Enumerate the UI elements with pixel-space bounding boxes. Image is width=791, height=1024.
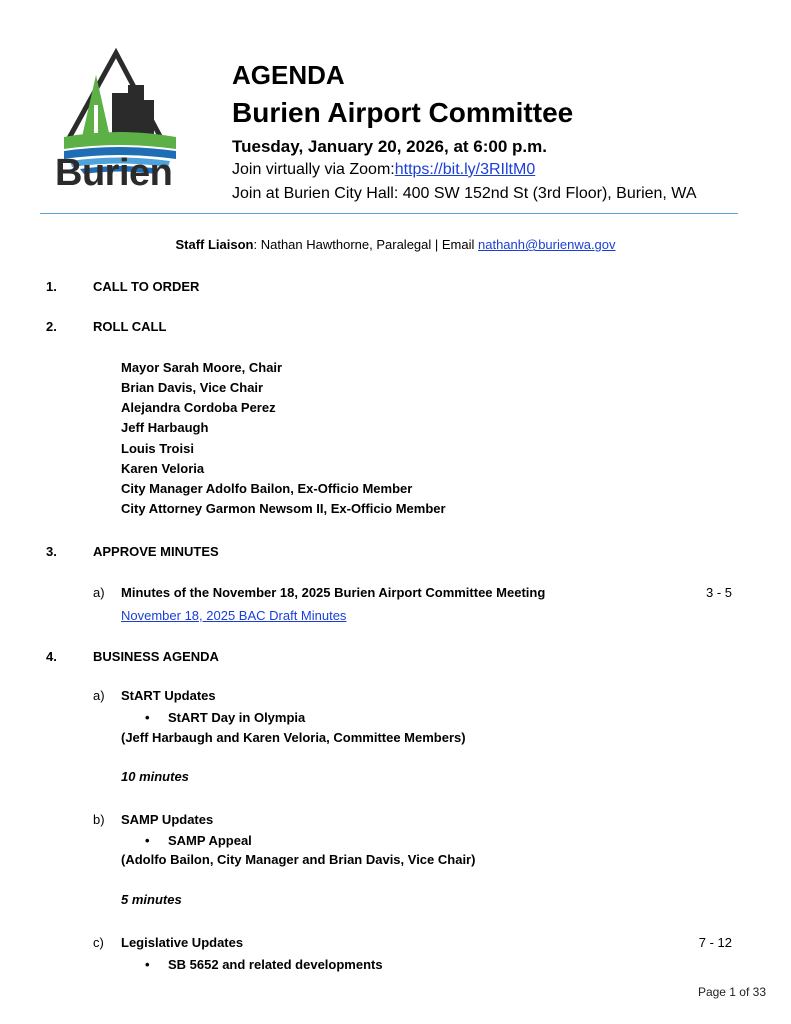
header-divider [40,213,738,214]
committee-title: Burien Airport Committee [232,97,574,128]
business-b-bullet: SAMP Appeal [168,833,252,848]
section-2-number: 2. [46,319,57,334]
roll-call-member: Mayor Sarah Moore, Chair [121,360,283,375]
roll-call-member: Brian Davis, Vice Chair [121,380,264,395]
business-c-letter: c) [93,935,104,950]
business-b-presenters: (Adolfo Bailon, City Manager and Brian Davis, Vice Chair) [121,852,476,867]
zoom-line [232,161,535,179]
roll-call-member: Jeff Harbaugh [121,420,209,435]
roll-call-member: City Attorney Garmon Newsom II, Ex-Officio Member [121,501,446,516]
minutes-item-letter: a) [93,585,105,600]
roll-call-member: Karen Veloria [121,461,205,476]
business-b-time: 5 minutes [121,892,182,907]
business-b-title: SAMP Updates [121,812,214,827]
roll-call-member: Louis Troisi [121,441,194,456]
business-a-time: 10 minutes [121,769,189,784]
minutes-item-title: Minutes of the November 18, 2025 Burien Airport Committee Meeting [121,585,546,600]
business-c-pages: 7 - 12 [698,935,732,950]
minutes-pages: 3 - 5 [705,585,732,600]
business-a-letter: a) [93,688,105,703]
business-c-title: Legislative Updates [121,935,244,950]
business-a-title: StART Updates [121,688,216,703]
section-3-number: 3. [46,544,57,559]
liaison-label: Staff Liaison [175,237,254,252]
staff-liaison [0,237,791,252]
section-1-number: 1. [46,279,57,294]
city-hall-line: Join at Burien City Hall: 400 SW 152nd St (3rd Floor), Burien, WA [232,185,697,202]
section-2-title: ROLL CALL [93,319,167,334]
minutes-draft-link[interactable]: November 18, 2025 BAC Draft Minutes [121,608,347,623]
zoom-prefix: Join virtually via Zoom: [232,161,395,178]
section-4-number: 4. [46,649,57,664]
business-b-letter: b) [93,812,105,827]
page-number: Page 1 of 33 [697,985,766,999]
bullet-icon: • [145,833,150,848]
roll-call-member: Alejandra Cordoba Perez [121,400,276,415]
bullet-icon: • [145,710,150,725]
business-a-bullet: StART Day in Olympia [168,710,306,725]
roll-call-member: City Manager Adolfo Bailon, Ex-Officio Member [121,481,413,496]
liaison-text: : Nathan Hawthorne, Paralegal | Email [253,237,478,252]
bullet-icon: • [145,957,150,972]
business-c-bullet: SB 5652 and related developments [168,957,383,972]
meeting-date: Tuesday, January 20, 2026, at 6:00 p.m. [232,137,547,156]
section-1-title: CALL TO ORDER [93,279,200,294]
agenda-title: AGENDA [232,60,345,90]
zoom-link[interactable]: https://bit.ly/3RIltM0 [394,161,536,178]
business-a-presenters: (Jeff Harbaugh and Karen Veloria, Committee Members) [121,730,466,745]
section-4-title: BUSINESS AGENDA [93,649,219,664]
logo-wordmark: Burien [55,152,173,194]
liaison-email-link[interactable]: nathanh@burienwa.gov [478,237,616,252]
section-3-title: APPROVE MINUTES [93,544,219,559]
